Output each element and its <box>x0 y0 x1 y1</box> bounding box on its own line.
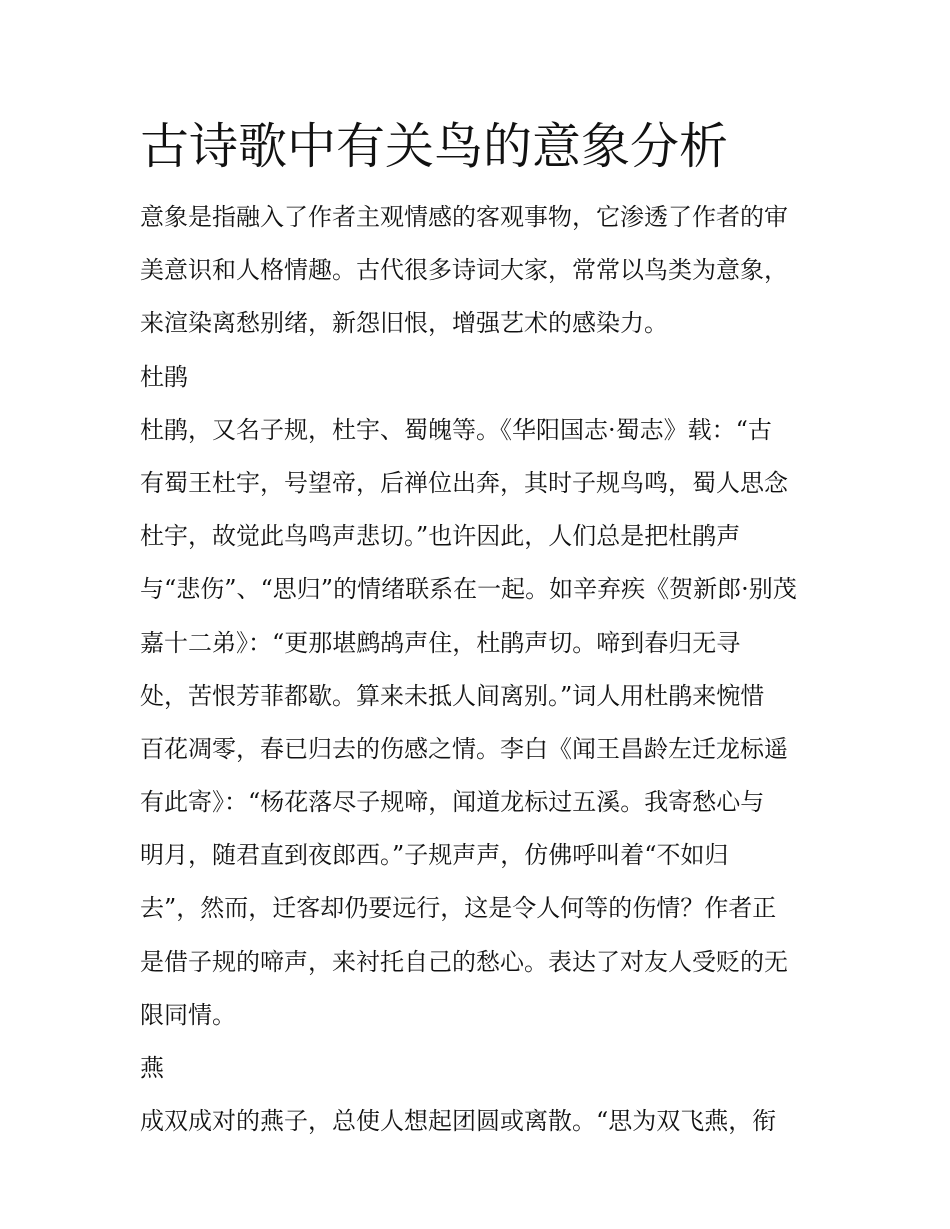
dujuan-line-3: 杜宇，故觉此鸟鸣声悲切。”也许因此，人们总是把杜鹃声 <box>140 522 741 551</box>
dujuan-line-4: 与“悲伤”、“思归”的情绪联系在一起。如辛弃疾《贺新郎·别茂 <box>140 575 797 604</box>
body-text <box>140 200 812 1138</box>
dujuan-line-1: 杜鹃，又名子规，杜宇、蜀魄等。《华阳国志·蜀志》载：“古 <box>140 415 772 444</box>
dujuan-line-7: 百花凋零，春已归去的伤感之情。李白《闻王昌龄左迁龙标遥 <box>140 734 788 763</box>
intro-line-1: 意象是指融入了作者主观情感的客观事物，它渗透了作者的审 <box>140 203 788 231</box>
intro-line-2: 美意识和人格情趣。古代很多诗词大家，常常以鸟类为意象， <box>140 256 788 285</box>
section-heading-dujuan: 杜鹃 <box>140 362 188 391</box>
document-title: 古诗歌中有关鸟的意象分析 <box>140 118 729 175</box>
dujuan-line-11: 是借子规的啼声，来衬托自己的愁心。表达了对友人受贬的无 <box>140 947 788 976</box>
dujuan-line-5: 嘉十二弟》：“更那堪鹧鸪声住，杜鹃声切。啼到春归无寻 <box>140 628 741 657</box>
dujuan-line-10: 去”，然而，迁客却仍要远行，这是令人何等的伤情？作者正 <box>140 894 777 923</box>
dujuan-line-12: 限同情。 <box>140 1000 236 1029</box>
section-heading-yan: 燕 <box>140 1054 164 1082</box>
document-page <box>140 112 812 1157</box>
yan-line-1: 成双成对的燕子，总使人想起团圆或离散。“思为双飞燕，衔 <box>140 1107 777 1136</box>
dujuan-line-9: 明月，随君直到夜郎西。”子规声声，仿佛呼叫着“不如归 <box>140 841 729 870</box>
intro-line-3: 来渲染离愁别绪，新怨旧恨，增强艺术的感染力。 <box>140 309 668 338</box>
dujuan-line-6: 处，苦恨芳菲都歇。算来未抵人间离别。”词人用杜鹃来惋惜 <box>140 681 765 710</box>
dujuan-line-2: 有蜀王杜宇，号望帝，后禅位出奔，其时子规鸟鸣，蜀人思念 <box>140 468 788 497</box>
dujuan-line-8: 有此寄》：“杨花落尽子规啼，闻道龙标过五溪。我寄愁心与 <box>140 788 765 817</box>
